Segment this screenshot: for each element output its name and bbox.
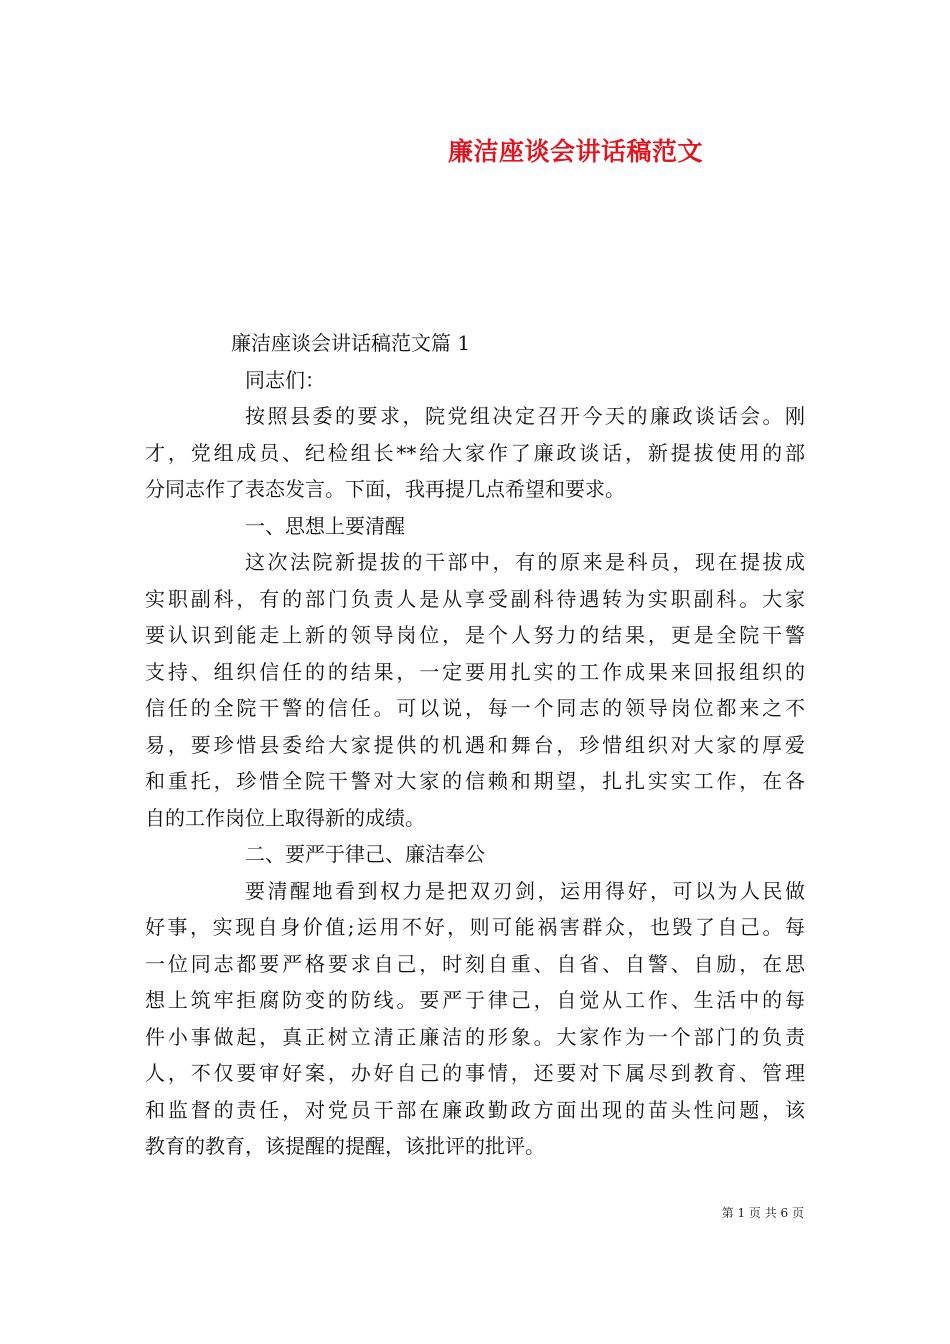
paragraph-line: 想上筑牢拒腐防变的防线。要严于律己，自觉从工作、生活中的每	[145, 988, 805, 1012]
section-heading-line: 廉洁座谈会讲话稿范文篇 1	[231, 331, 471, 355]
paragraph-line: 才，党组成员、纪检组长**给大家作了廉政谈话，新提拔使用的部	[145, 440, 805, 465]
paragraph-line: 要认识到能走上新的领导岗位，是个人努力的结果，更是全院干警	[145, 623, 805, 647]
paragraph-line: 这次法院新提拔的干部中，有的原来是科员，现在提拔成	[245, 550, 805, 574]
document-body	[145, 325, 805, 1165]
paragraph-line: 支持、组织信任的的结果，一定要用扎实的工作成果来回报组织的	[145, 659, 805, 684]
paragraph-line: 易，要珍惜县委给大家提供的机遇和舞台，珍惜组织对大家的厚爱	[145, 732, 805, 757]
paragraph-line: 信任的全院干警的信任。可以说，每一个同志的领导岗位都来之不	[145, 696, 805, 720]
paragraph-line: 分同志作了表态发言。下面，我再提几点希望和要求。	[145, 477, 625, 501]
paragraph-line: 件小事做起，真正树立清正廉洁的形象。大家作为一个部门的负责	[145, 1024, 805, 1049]
paragraph-line: 人，不仅要审好案，办好自己的事情，还要对下属尽到教育、管理	[145, 1061, 805, 1085]
paragraph-line: 自的工作岗位上取得新的成绩。	[145, 805, 425, 830]
paragraph-line: 和监督的责任，对党员干部在廉政勤政方面出现的苗头性问题，该	[145, 1097, 805, 1122]
paragraph-line: 实职副科，有的部门负责人是从享受副科待遇转为实职副科。大家	[145, 586, 805, 611]
salutation-line: 同志们：	[245, 367, 325, 392]
paragraph-line: 教育的教育，该提醒的提醒，该批评的批评。	[145, 1134, 545, 1158]
subheading-line: 二、要严于律己、廉洁奉公	[245, 842, 485, 866]
paragraph-line: 要清醒地看到权力是把双刃剑，运用得好，可以为人民做	[245, 878, 805, 903]
paragraph-line: 一位同志都要严格要求自己，时刻自重、自省、自警、自励，在思	[145, 951, 805, 976]
subheading-line: 一、思想上要清醒	[245, 513, 405, 538]
paragraph-line: 和重托，珍惜全院干警对大家的信赖和期望，扎扎实实工作，在各	[145, 769, 805, 793]
document-title: 廉洁座谈会讲话稿范文	[448, 137, 704, 166]
paragraph-line: 好事，实现自身价值;运用不好，则可能祸害群众，也毁了自己。每	[145, 915, 805, 939]
page-number-footer: 第 1 页 共 6 页	[721, 1206, 804, 1220]
paragraph-line: 按照县委的要求，院党组决定召开今天的廉政谈话会。刚	[245, 404, 805, 428]
